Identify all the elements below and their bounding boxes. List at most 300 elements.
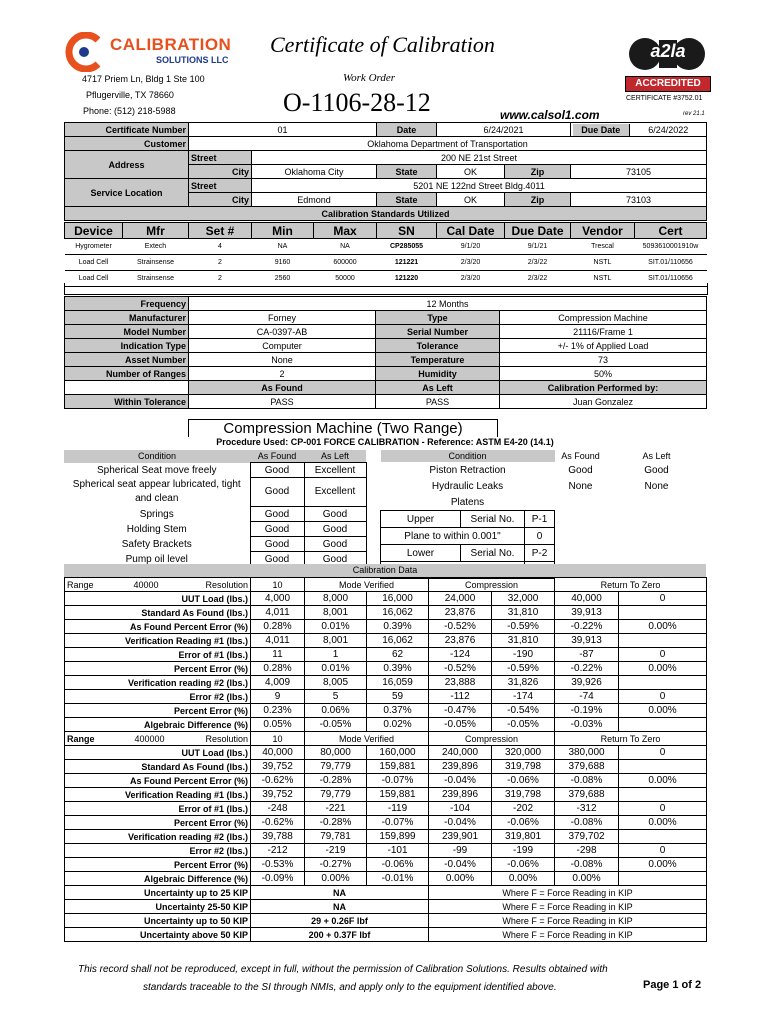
data-cell: UUT Load (lbs.) <box>65 592 251 606</box>
data-cell: 0.01% <box>305 620 367 634</box>
standards-header-9: Cert <box>635 223 707 239</box>
website: www.calsol1.com <box>500 108 600 122</box>
cond2-header: Condition <box>381 450 555 462</box>
uncertainty-note: Where F = Force Reading in KIP <box>429 900 707 914</box>
type-value: Compression Machine <box>500 311 707 325</box>
condition-right-table <box>380 450 707 579</box>
standards-blank-area <box>64 283 708 295</box>
service-city-label: City <box>189 193 252 207</box>
footer-line-1: This record shall not be reproduced, except in full, without the permission of Calibration Solutions. Results obtained with <box>78 964 608 975</box>
condition-cell: Excellent <box>304 463 366 478</box>
address-city-label: City <box>189 165 252 179</box>
tolerance-value: +/- 1% of Applied Load <box>500 339 707 353</box>
standards-cell: Extech <box>123 239 189 255</box>
condition-row <box>381 462 707 478</box>
data-cell: -74 <box>555 690 619 704</box>
data-cell: Error of #1 (lbs.) <box>65 648 251 662</box>
ranges-label: Number of Ranges <box>65 367 189 381</box>
tolerance-label: Tolerance <box>376 339 500 353</box>
data-cell: Percent Error (%) <box>65 858 251 872</box>
data-cell: 16,062 <box>367 606 429 620</box>
data-row <box>65 648 707 662</box>
uncertainty-note: Where F = Force Reading in KIP <box>429 928 707 942</box>
uncertainty-note: Where F = Force Reading in KIP <box>429 886 707 900</box>
data-cell: -0.28% <box>305 774 367 788</box>
standards-cell: Hygrometer <box>65 239 123 255</box>
page-number: Page 1 of 2 <box>643 979 702 991</box>
service-city: Edmond <box>252 193 377 207</box>
data-row <box>65 816 707 830</box>
standards-cell: 2/3/22 <box>505 271 571 287</box>
data-cell: -0.52% <box>429 662 492 676</box>
data-cell: -99 <box>429 844 492 858</box>
resolution-value: 10 <box>251 732 305 746</box>
standards-cell: 600000 <box>314 255 377 271</box>
data-cell <box>619 872 707 886</box>
standards-cell: 2/3/20 <box>437 271 505 287</box>
data-row <box>65 676 707 690</box>
frequency-label: Frequency <box>65 297 189 311</box>
within-tolerance-label: Within Tolerance <box>65 395 189 409</box>
as-found-label: As Found <box>189 381 376 395</box>
data-cell: -0.22% <box>555 620 619 634</box>
resolution-value: 10 <box>251 578 305 592</box>
condition-cell: None <box>644 480 669 492</box>
a2la-logo <box>625 30 711 92</box>
due-date-label: Due Date <box>573 124 630 136</box>
accreditation-cert-no: CERTIFICATE #3752.01 <box>626 95 703 102</box>
data-row <box>65 704 707 718</box>
platen-cell: Upper <box>381 511 461 528</box>
standards-header-4: Max <box>314 223 377 239</box>
data-cell: -174 <box>492 690 555 704</box>
condition-cell: Good <box>250 507 304 522</box>
cert-number-label: Certificate Number <box>65 123 189 137</box>
frequency-value: 12 Months <box>189 297 707 311</box>
standards-cell: 2 <box>189 255 252 271</box>
data-cell: 0.00% <box>305 872 367 886</box>
compression-label: Compression <box>429 732 555 746</box>
data-cell: 0.39% <box>367 620 429 634</box>
data-cell: 79,779 <box>305 788 367 802</box>
range-label: Range <box>67 733 95 744</box>
data-cell: 319,801 <box>492 830 555 844</box>
data-cell: 39,926 <box>555 676 619 690</box>
standards-cell: SIT.01/110656 <box>635 255 707 271</box>
data-cell: UUT Load (lbs.) <box>65 746 251 760</box>
data-cell: -112 <box>429 690 492 704</box>
performed-by-label: Calibration Performed by: <box>500 381 707 395</box>
condition-cell: Springs <box>139 508 174 520</box>
data-cell: -0.05% <box>492 718 555 732</box>
certificate-title: Certificate of Calibration <box>270 32 495 57</box>
data-cell: 0 <box>619 690 707 704</box>
condition-cell: Good <box>250 537 304 552</box>
return-to-zero-label: Return To Zero <box>555 578 707 592</box>
data-cell: 5 <box>305 690 367 704</box>
data-cell: -0.01% <box>367 872 429 886</box>
data-cell: -0.53% <box>251 858 305 872</box>
data-row <box>65 844 707 858</box>
service-zip-label: Zip <box>505 193 571 207</box>
data-cell: 8,005 <box>305 676 367 690</box>
standards-cell: 2560 <box>252 271 314 287</box>
footer-line-2: standards traceable to the SI through NMIs, and apply only to the equipment identified above. <box>143 982 557 993</box>
data-cell: 0.02% <box>367 718 429 732</box>
data-cell: 23,876 <box>429 634 492 648</box>
data-cell: -0.03% <box>555 718 619 732</box>
data-cell: -0.09% <box>251 872 305 886</box>
condition-cell: Good <box>304 507 366 522</box>
standards-cell: 121220 <box>377 271 437 287</box>
condition-row <box>64 537 366 552</box>
data-cell: Verification Reading #1 (lbs.) <box>65 634 251 648</box>
data-cell: 0.37% <box>367 704 429 718</box>
data-cell: 0 <box>619 802 707 816</box>
serial-label: Serial Number <box>376 325 500 339</box>
data-cell: 9 <box>251 690 305 704</box>
data-cell: 23,888 <box>429 676 492 690</box>
data-row <box>65 788 707 802</box>
uncertainty-value: 200 + 0.37F lbf <box>251 928 429 942</box>
data-row <box>65 620 707 634</box>
certificate-info-table <box>64 122 707 221</box>
data-cell: 159,899 <box>367 830 429 844</box>
serial-value: 21116/Frame 1 <box>500 325 707 339</box>
condition-cell: Piston Retraction <box>429 464 506 476</box>
data-cell: 0.00% <box>619 774 707 788</box>
ranges-value: 2 <box>189 367 376 381</box>
data-cell: -0.27% <box>305 858 367 872</box>
range-header-row <box>65 732 707 746</box>
platen-cell: 0 <box>525 528 555 545</box>
accredited-badge: ACCREDITED <box>625 76 711 92</box>
data-cell: -248 <box>251 802 305 816</box>
data-cell: 0.28% <box>251 620 305 634</box>
data-cell: 8,001 <box>305 606 367 620</box>
standards-cell: Strainsense <box>123 271 189 287</box>
uncertainty-value: 29 + 0.26F lbf <box>251 914 429 928</box>
data-cell: -119 <box>367 802 429 816</box>
platen-cell: Plane to within 0.001" <box>381 528 525 545</box>
data-cell: 159,881 <box>367 760 429 774</box>
data-cell: -212 <box>251 844 305 858</box>
data-cell: 379,688 <box>555 788 619 802</box>
standards-header-3: Min <box>252 223 314 239</box>
data-cell: 4,009 <box>251 676 305 690</box>
data-row <box>65 634 707 648</box>
uncertainty-row <box>65 900 707 914</box>
condition-cell: Good <box>644 464 669 476</box>
address-label: Address <box>65 151 189 179</box>
data-cell: 16,059 <box>367 676 429 690</box>
data-cell <box>619 788 707 802</box>
standards-cell: NSTL <box>571 255 635 271</box>
cond-header: Condition <box>64 450 250 463</box>
standards-cell: SIT.01/110656 <box>635 271 707 287</box>
cond2-found-header: As Found <box>561 451 600 461</box>
data-cell: -0.05% <box>305 718 367 732</box>
standards-cell: 5093610001910w <box>635 239 707 255</box>
condition-cell: Safety Brackets <box>121 538 192 550</box>
standards-cell: Trescal <box>571 239 635 255</box>
data-cell: 79,781 <box>305 830 367 844</box>
condition-cell: Hydraulic Leaks <box>431 480 504 492</box>
cond-found-header: As Found <box>250 450 304 463</box>
data-cell: 0.00% <box>429 872 492 886</box>
data-cell: 1 <box>305 648 367 662</box>
data-cell <box>619 606 707 620</box>
machine-info-table <box>64 296 707 409</box>
data-cell: -199 <box>492 844 555 858</box>
standards-table <box>64 222 707 287</box>
asset-label: Asset Number <box>65 353 189 367</box>
standards-cell: 4 <box>189 239 252 255</box>
manufacturer-value: Forney <box>189 311 376 325</box>
section-title: Compression Machine (Two Range) <box>188 419 498 437</box>
data-cell: -0.19% <box>555 704 619 718</box>
data-cell: As Found Percent Error (%) <box>65 620 251 634</box>
data-cell <box>619 760 707 774</box>
condition-cell: Good <box>250 478 304 507</box>
range-cell <box>65 578 251 592</box>
due-date-value: 6/24/2022 <box>648 124 689 135</box>
standards-cell: 9/1/21 <box>505 239 571 255</box>
service-state-label: State <box>377 193 437 207</box>
standards-cell: 2/3/20 <box>437 255 505 271</box>
data-cell: -124 <box>429 648 492 662</box>
data-cell: -0.04% <box>429 816 492 830</box>
temperature-label: Temperature <box>376 353 500 367</box>
data-cell: 0.00% <box>619 816 707 830</box>
platen-cell: Serial No. <box>461 511 525 528</box>
data-cell: 239,896 <box>429 760 492 774</box>
condition-cell: Good <box>250 463 304 478</box>
standards-cell: NA <box>252 239 314 255</box>
data-cell: -0.07% <box>367 816 429 830</box>
cert-number-value: 01 <box>189 123 377 137</box>
standards-cell: Load Cell <box>65 271 123 287</box>
data-row <box>65 858 707 872</box>
data-cell: 39,913 <box>555 606 619 620</box>
address-city: Oklahoma City <box>252 165 377 179</box>
data-cell: 0.00% <box>619 858 707 872</box>
data-cell: 79,779 <box>305 760 367 774</box>
standards-cell: Load Cell <box>65 255 123 271</box>
uncertainty-note: Where F = Force Reading in KIP <box>429 914 707 928</box>
data-cell: -0.04% <box>429 774 492 788</box>
uncertainty-label: Uncertainty up to 25 KIP <box>65 886 251 900</box>
uncertainty-row <box>65 928 707 942</box>
standards-cell: NSTL <box>571 271 635 287</box>
data-cell: -87 <box>555 648 619 662</box>
condition-cell: Good <box>250 522 304 537</box>
data-cell: 0 <box>619 844 707 858</box>
condition-row <box>64 522 366 537</box>
data-cell: -0.08% <box>555 816 619 830</box>
data-cell: 80,000 <box>305 746 367 760</box>
data-cell: 24,000 <box>429 592 492 606</box>
data-cell: -312 <box>555 802 619 816</box>
data-cell: 159,881 <box>367 788 429 802</box>
platen-cell: P-2 <box>525 545 555 562</box>
data-cell: 0.00% <box>619 620 707 634</box>
platen-cell: P-1 <box>525 511 555 528</box>
uncertainty-label: Uncertainty 25-50 KIP <box>65 900 251 914</box>
company-address-2: Pflugerville, TX 78660 <box>86 90 174 100</box>
data-cell: -190 <box>492 648 555 662</box>
logo-subtext: SOLUTIONS LLC <box>156 55 229 65</box>
data-row <box>65 774 707 788</box>
address-street-label: Street <box>189 151 252 165</box>
data-cell: -0.06% <box>492 858 555 872</box>
resolution-label: Resolution <box>205 733 248 744</box>
data-row <box>65 606 707 620</box>
condition-cell: Good <box>304 522 366 537</box>
uncertainty-label: Uncertainty above 50 KIP <box>65 928 251 942</box>
data-cell: 4,011 <box>251 606 305 620</box>
data-cell: -0.22% <box>555 662 619 676</box>
data-row <box>65 802 707 816</box>
data-cell: Verification reading #2 (lbs.) <box>65 676 251 690</box>
data-cell: -0.62% <box>251 774 305 788</box>
data-row <box>65 746 707 760</box>
data-cell: 62 <box>367 648 429 662</box>
standards-header-1: Mfr <box>123 223 189 239</box>
service-street-label: Street <box>189 179 252 193</box>
data-cell: -0.06% <box>367 858 429 872</box>
standards-header-0: Device <box>65 223 123 239</box>
data-cell: 40,000 <box>555 592 619 606</box>
range-value: 40000 <box>133 579 159 590</box>
standards-row <box>65 239 707 255</box>
data-cell: Error of #1 (lbs.) <box>65 802 251 816</box>
data-cell: 319,798 <box>492 760 555 774</box>
data-cell: 59 <box>367 690 429 704</box>
data-cell: 0.00% <box>619 704 707 718</box>
data-cell: -0.07% <box>367 774 429 788</box>
a2la-text: a2la <box>650 41 686 61</box>
cond2-left-header: As Left <box>642 451 671 461</box>
data-row <box>65 690 707 704</box>
data-cell: 0.23% <box>251 704 305 718</box>
customer-value: Oklahoma Department of Transportation <box>189 137 707 151</box>
data-cell: -0.04% <box>429 858 492 872</box>
service-location-label: Service Location <box>65 179 189 207</box>
uncertainty-value: NA <box>251 886 429 900</box>
standards-header-8: Vendor <box>571 223 635 239</box>
data-cell: 160,000 <box>367 746 429 760</box>
data-cell: -298 <box>555 844 619 858</box>
data-cell: 240,000 <box>429 746 492 760</box>
model-value: CA-0397-AB <box>189 325 376 339</box>
data-cell: 16,000 <box>367 592 429 606</box>
condition-row <box>64 463 366 478</box>
standards-cell: 2/3/22 <box>505 255 571 271</box>
condition-left-table <box>64 450 367 567</box>
data-cell: 39,752 <box>251 788 305 802</box>
range-header-row <box>65 578 707 592</box>
standards-cell: 121221 <box>377 255 437 271</box>
data-cell: 0.00% <box>619 662 707 676</box>
data-cell: -0.05% <box>429 718 492 732</box>
mode-verified-label: Mode Verified <box>305 732 429 746</box>
data-cell: 0 <box>619 746 707 760</box>
asset-value: None <box>189 353 376 367</box>
data-cell: 0.00% <box>492 872 555 886</box>
data-row <box>65 662 707 676</box>
indication-label: Indication Type <box>65 339 189 353</box>
data-cell: -0.62% <box>251 816 305 830</box>
data-cell <box>619 676 707 690</box>
data-cell: 319,798 <box>492 788 555 802</box>
data-cell: -0.47% <box>429 704 492 718</box>
standards-cell: CP285055 <box>377 239 437 255</box>
data-cell: 39,788 <box>251 830 305 844</box>
address-zip-label: Zip <box>505 165 571 179</box>
model-label: Model Number <box>65 325 189 339</box>
data-cell: Percent Error (%) <box>65 662 251 676</box>
data-cell: Percent Error (%) <box>65 704 251 718</box>
logo-text: CALIBRATION <box>110 35 232 54</box>
condition-cell: Excellent <box>304 478 366 507</box>
data-cell: 239,901 <box>429 830 492 844</box>
condition-cell: Good <box>568 464 593 476</box>
manufacturer-label: Manufacturer <box>65 311 189 325</box>
humidity-value: 50% <box>500 367 707 381</box>
type-label: Type <box>376 311 500 325</box>
performed-by-value: Juan Gonzalez <box>500 395 707 409</box>
data-cell: Percent Error (%) <box>65 816 251 830</box>
data-cell: 8,001 <box>305 634 367 648</box>
data-row <box>65 718 707 732</box>
platens-row <box>381 494 707 511</box>
work-order-number: O-1106-28-12 <box>283 88 431 117</box>
standards-header-7: Due Date <box>505 223 571 239</box>
uncertainty-value: NA <box>251 900 429 914</box>
resolution-label: Resolution <box>205 579 248 590</box>
data-cell <box>619 830 707 844</box>
standards-cell: 2 <box>189 271 252 287</box>
data-cell <box>619 718 707 732</box>
platen-row <box>381 528 707 545</box>
address-state-label: State <box>377 165 437 179</box>
condition-cell: Holding Stem <box>126 523 187 535</box>
data-cell: 0 <box>619 592 707 606</box>
data-cell: -0.08% <box>555 858 619 872</box>
platen-row <box>381 545 707 562</box>
data-cell: 23,876 <box>429 606 492 620</box>
work-order-label: Work Order <box>343 72 396 84</box>
cond-left-header: As Left <box>304 450 366 463</box>
data-cell: 0.05% <box>251 718 305 732</box>
range-value: 400000 <box>134 733 165 744</box>
standards-header-5: SN <box>377 223 437 239</box>
standards-header-2: Set # <box>189 223 252 239</box>
data-cell: 0.39% <box>367 662 429 676</box>
data-cell: Verification reading #2 (lbs.) <box>65 830 251 844</box>
condition-cell: Good <box>250 552 304 567</box>
standards-cell: 50000 <box>314 271 377 287</box>
customer-label: Customer <box>65 137 189 151</box>
data-cell: As Found Percent Error (%) <box>65 774 251 788</box>
service-state: OK <box>437 193 505 207</box>
address-state: OK <box>437 165 505 179</box>
data-cell <box>619 634 707 648</box>
data-cell: 4,011 <box>251 634 305 648</box>
data-cell: 31,826 <box>492 676 555 690</box>
platen-cell: Serial No. <box>461 545 525 562</box>
